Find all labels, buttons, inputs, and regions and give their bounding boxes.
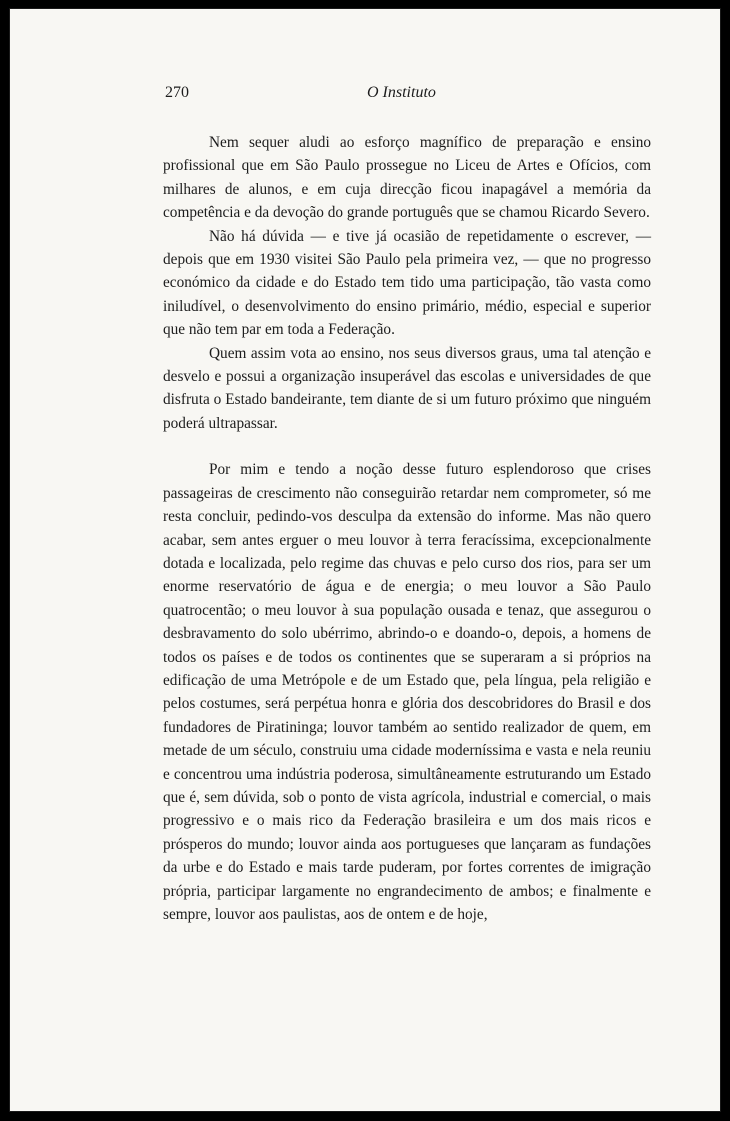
book-page bbox=[9, 8, 721, 1112]
page-number: 270 bbox=[165, 84, 189, 101]
body-text bbox=[163, 131, 651, 926]
paragraph-4: Por mim e tendo a noção desse futuro esplendoroso que crises passageiras de crescimento não conseguirão retardar nem comprometer, só me resta concluir, pedindo-vos desculpa da extensão do informe. Mas não quero acabar, sem antes erguer o meu louvor à terra feracíssima, excepcionalmente dotada e localizada, pelo regime das chuvas e pelo curso dos rios, para ser um enorme reservatório de água e de energia; o meu louvor a São Paulo quatrocentão; o meu louvor à sua população ousada e tenaz, que assegurou o desbravamento do solo ubérrimo, abrindo-o e doando-o, depois, a homens de todos os países e de todos os continentes que se superaram a si próprios na edificação de uma Metrópole e de um Estado que, pela língua, pela religião e pelos costumes, será perpétua honra e glória dos descobridores do Brasil e dos fundadores de Piratininga; louvor também ao sentido realizador de quem, em metade de um século, construiu uma cidade moderníssima e vasta e nela reuniu e concentrou uma indústria poderosa, simultâneamente estruturando um Estado que é, sem dúvida, sob o ponto de vista agrícola, industrial e comercial, o mais progressivo e o mais rico da Federação brasileira e um dos mais ricos e prósperos do mundo; louvor ainda aos portugueses que lançaram as fundações da urbe e do Estado e mais tarde puderam, por fortes correntes de imigração própria, participar largamente no engrandecimento de ambos; e finalmente e sempre, louvor aos paulistas, aos de ontem e de hoje, bbox=[163, 461, 651, 923]
page-header bbox=[165, 84, 645, 108]
paragraph-1: Nem sequer aludi ao esforço magnífico de preparação e ensino profissional que em São Paulo prossegue no Liceu de Artes e Ofícios, com milhares de alunos, e em cuja direcção ficou inapagável a memória da competência e da devoção do grande português que se chamou Ricardo Severo. bbox=[163, 134, 651, 222]
paragraph-2: Não há dúvida — e tive já ocasião de repetidamente o escrever, — depois que em 1930 visitei São Paulo pela primeira vez, — que no progresso económico da cidade e do Estado tem tido uma participação, tão vasta como iniludível, o desenvolvimento do ensino primário, médio, especial e superior que não tem par em toda a Federação. bbox=[163, 227, 651, 339]
paragraph-3: Quem assim vota ao ensino, nos seus diversos graus, uma tal atenção e desvelo e possui a organização insuperável das escolas e universidades de que disfruta o Estado bandeirante, tem diante de si um futuro próximo que ninguém poderá ultrapassar. bbox=[163, 344, 651, 432]
running-title: O Instituto bbox=[367, 84, 436, 101]
